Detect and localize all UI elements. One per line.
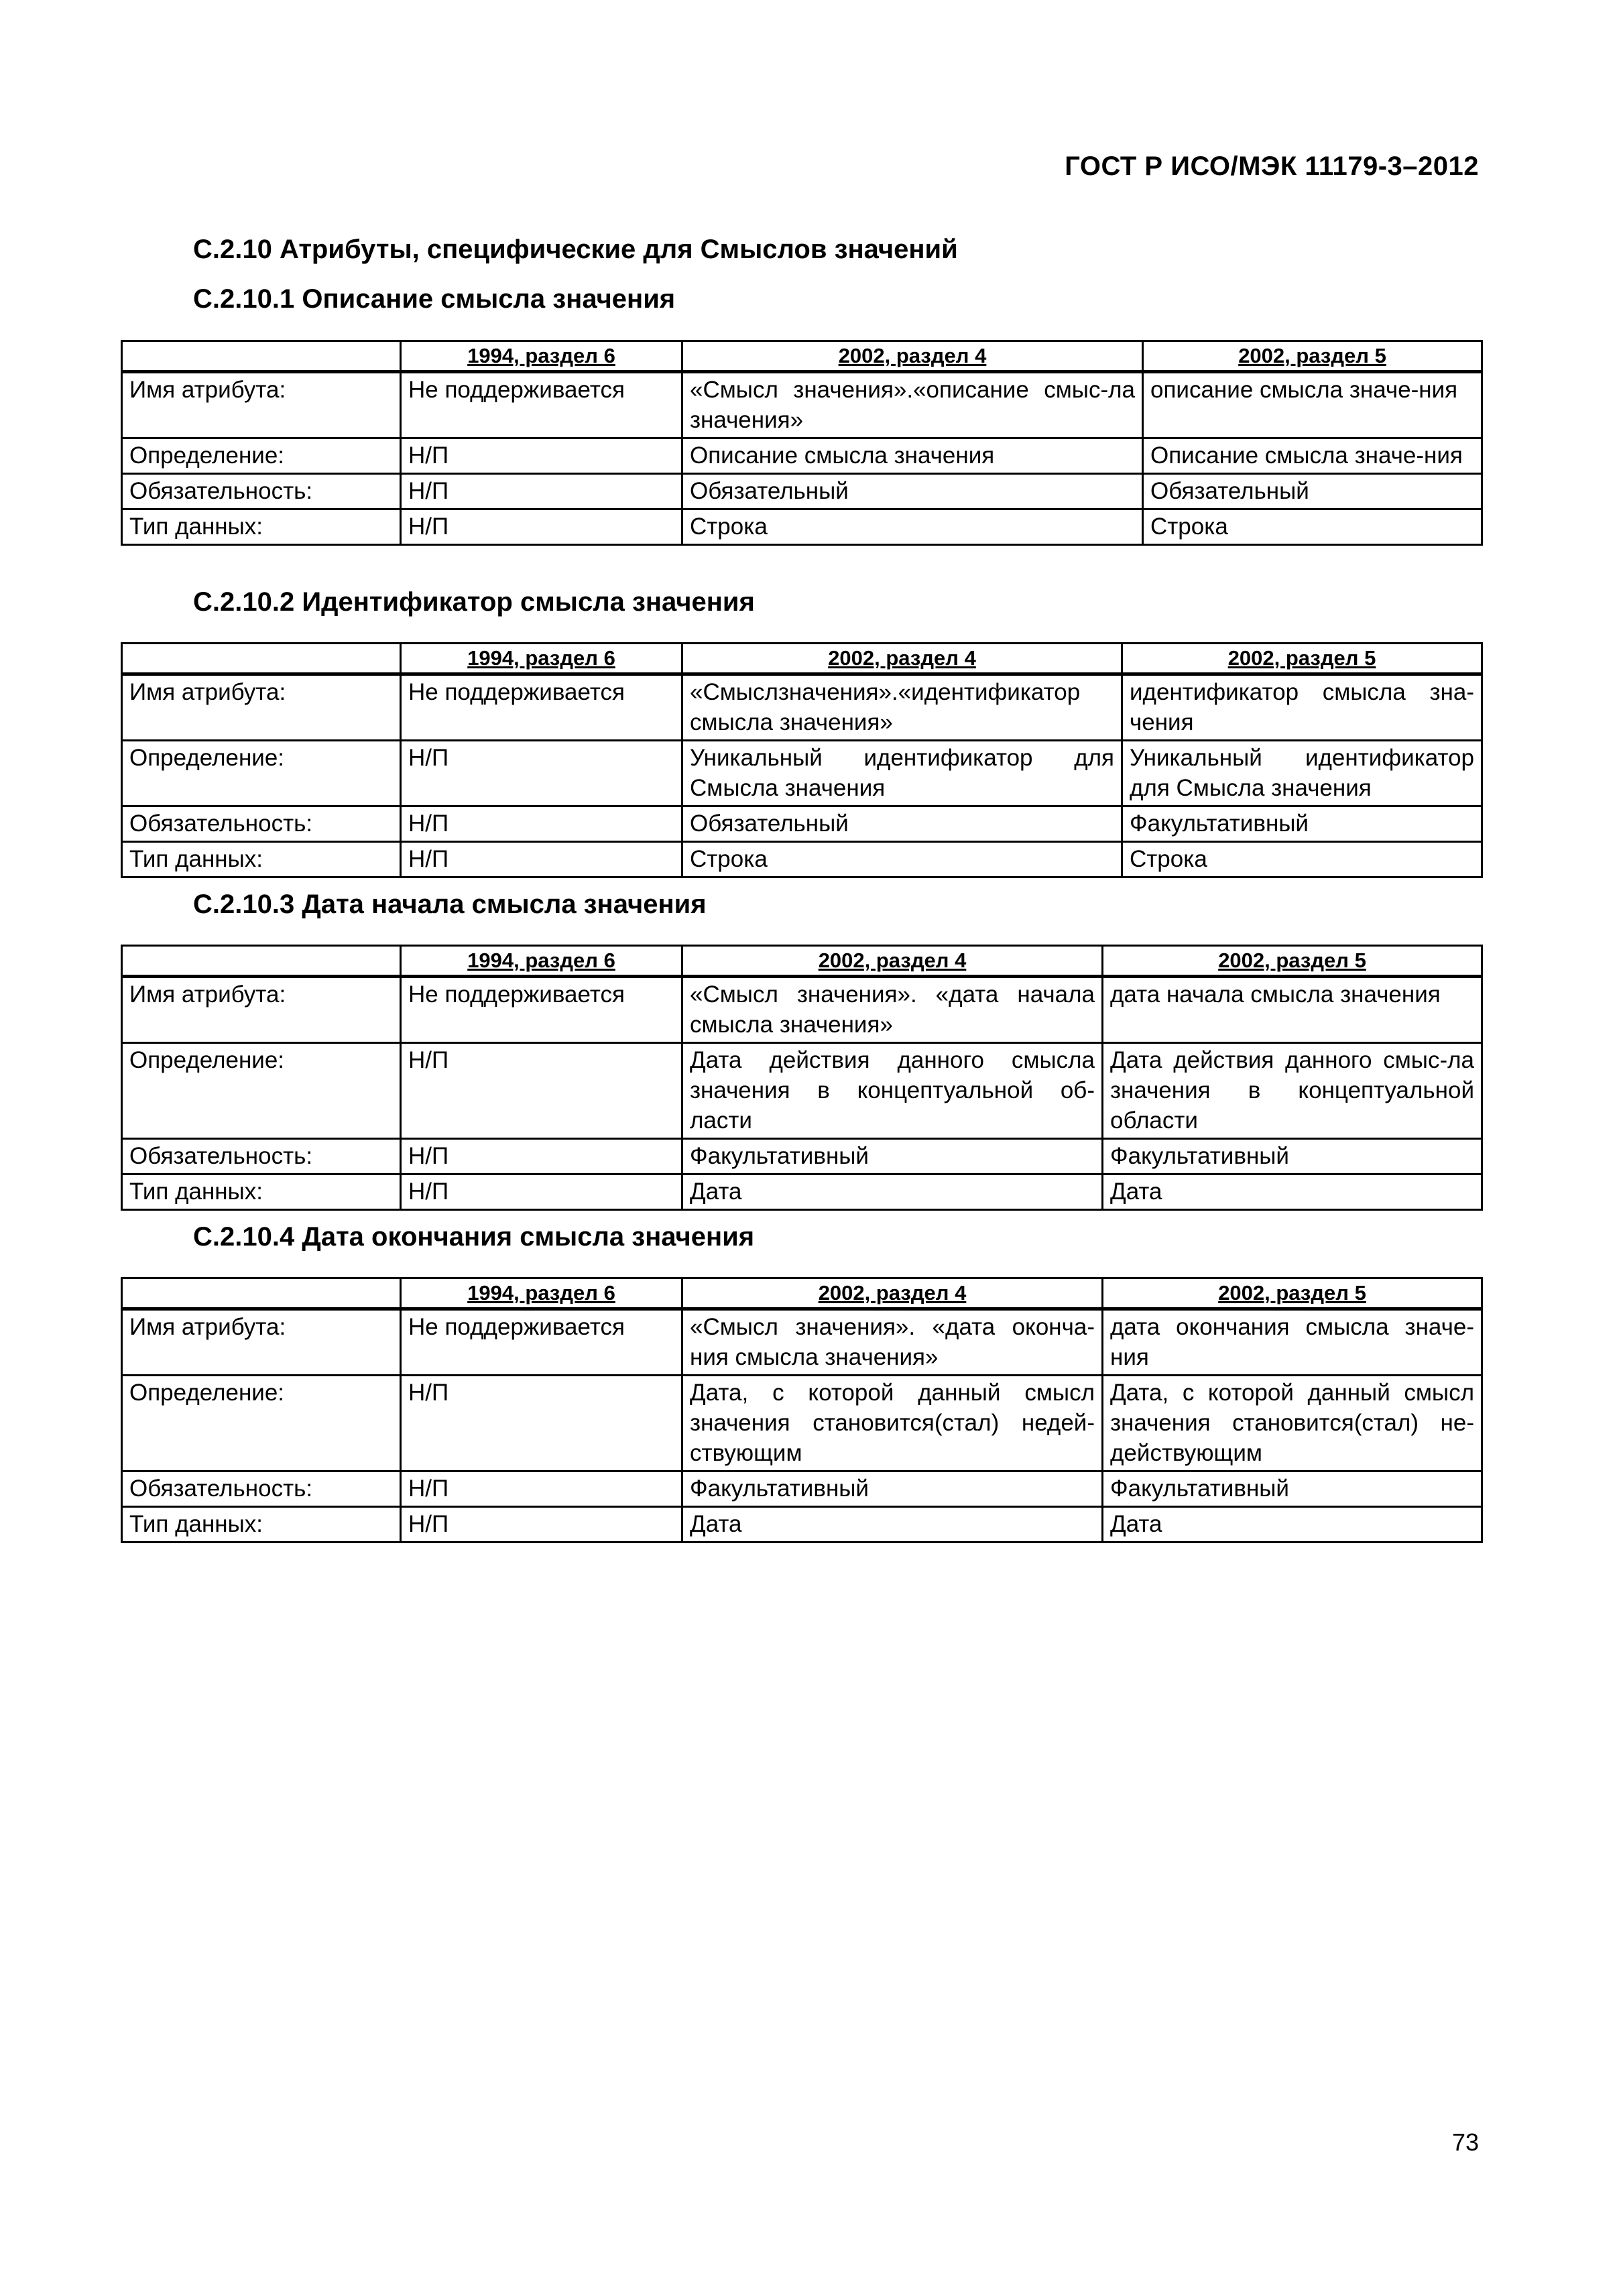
cell-1994-s6: Н/П xyxy=(401,806,682,842)
cell-2002-s5: Дата действия данного смыс-ла значения в концептуальной области xyxy=(1103,1043,1482,1139)
cell-2002-s5: описание смысла значе-ния xyxy=(1143,372,1482,438)
attribute-table-value-meaning-end-date xyxy=(121,1277,1483,1543)
column-header-2002-s4: 2002, раздел 4 xyxy=(682,1278,1103,1309)
attribute-table-value-meaning-identifier xyxy=(121,642,1483,878)
cell-2002-s5: Строка xyxy=(1122,842,1482,878)
table-row xyxy=(122,1309,1482,1376)
cell-2002-s4: Строка xyxy=(682,509,1143,545)
cell-2002-s4: Описание смысла значения xyxy=(682,438,1143,474)
table-row xyxy=(122,842,1482,878)
row-label: Определение: xyxy=(122,1376,401,1471)
table-row xyxy=(122,1471,1482,1507)
cell-2002-s5: Факультативный xyxy=(1103,1139,1482,1174)
cell-2002-s5: Строка xyxy=(1143,509,1482,545)
table-row xyxy=(122,474,1482,509)
cell-2002-s4: Факультативный xyxy=(682,1471,1103,1507)
table-row xyxy=(122,1043,1482,1139)
cell-2002-s5: Дата, с которой данный смысл значения становится(стал) не-действующим xyxy=(1103,1376,1482,1471)
cell-1994-s6: Н/П xyxy=(401,741,682,806)
row-label: Тип данных: xyxy=(122,842,401,878)
cell-2002-s4: «Смысл значения».«описание смыс-ла значения» xyxy=(682,372,1143,438)
row-label: Имя атрибута: xyxy=(122,674,401,741)
table-row xyxy=(122,1376,1482,1471)
column-header-empty xyxy=(122,644,401,674)
column-header-empty xyxy=(122,341,401,372)
section-heading-c-2-10-2: С.2.10.2 Идентификатор смысла значения xyxy=(193,587,755,617)
cell-2002-s4: Дата, с которой данный смысл значения становится(стал) недей-ствующим xyxy=(682,1376,1103,1471)
row-label: Тип данных: xyxy=(122,1507,401,1543)
table-header-row xyxy=(122,946,1482,977)
cell-2002-s5: идентификатор смысла зна-чения xyxy=(1122,674,1482,741)
cell-2002-s4: «Смысл значения». «дата начала смысла значения» xyxy=(682,977,1103,1043)
column-header-2002-s5: 2002, раздел 5 xyxy=(1103,1278,1482,1309)
row-label: Обязательность: xyxy=(122,1139,401,1174)
cell-1994-s6: Н/П xyxy=(401,1174,682,1210)
column-header-2002-s5: 2002, раздел 5 xyxy=(1143,341,1482,372)
section-heading-c-2-10-4: С.2.10.4 Дата окончания смысла значения xyxy=(193,1222,755,1252)
section-heading-c-2-10-1: С.2.10.1 Описание смысла значения xyxy=(193,284,676,314)
row-label: Имя атрибута: xyxy=(122,372,401,438)
cell-2002-s4: Дата xyxy=(682,1174,1103,1210)
row-label: Определение: xyxy=(122,741,401,806)
cell-1994-s6: Не поддерживается xyxy=(401,1309,682,1376)
column-header-2002-s4: 2002, раздел 4 xyxy=(682,644,1122,674)
cell-2002-s5: дата начала смысла значения xyxy=(1103,977,1482,1043)
cell-1994-s6: Н/П xyxy=(401,1139,682,1174)
row-label: Имя атрибута: xyxy=(122,1309,401,1376)
column-header-empty xyxy=(122,946,401,977)
attribute-table-value-meaning-description xyxy=(121,340,1483,546)
document-code: ГОСТ Р ИСО/МЭК 11179-3–2012 xyxy=(1065,152,1479,181)
cell-2002-s5: Описание смысла значе-ния xyxy=(1143,438,1482,474)
table-header-row xyxy=(122,644,1482,674)
cell-1994-s6: Н/П xyxy=(401,1507,682,1543)
cell-1994-s6: Не поддерживается xyxy=(401,674,682,741)
cell-1994-s6: Н/П xyxy=(401,1376,682,1471)
cell-2002-s5: Дата xyxy=(1103,1174,1482,1210)
column-header-1994-s6: 1994, раздел 6 xyxy=(401,341,682,372)
cell-1994-s6: Н/П xyxy=(401,1043,682,1139)
column-header-2002-s4: 2002, раздел 4 xyxy=(682,341,1143,372)
row-label: Имя атрибута: xyxy=(122,977,401,1043)
cell-1994-s6: Не поддерживается xyxy=(401,372,682,438)
cell-2002-s4: «Смысл значения». «дата оконча-ния смысла значения» xyxy=(682,1309,1103,1376)
cell-1994-s6: Н/П xyxy=(401,1471,682,1507)
table-row xyxy=(122,438,1482,474)
cell-2002-s4: Обязательный xyxy=(682,806,1122,842)
column-header-2002-s4: 2002, раздел 4 xyxy=(682,946,1103,977)
row-label: Обязательность: xyxy=(122,1471,401,1507)
page-number: 73 xyxy=(1451,2128,1479,2156)
cell-1994-s6: Н/П xyxy=(401,438,682,474)
cell-1994-s6: Н/П xyxy=(401,474,682,509)
cell-2002-s5: Уникальный идентификатор для Смысла значения xyxy=(1122,741,1482,806)
cell-2002-s5: дата окончания смысла значе-ния xyxy=(1103,1309,1482,1376)
attribute-table-value-meaning-begin-date xyxy=(121,945,1483,1211)
section-heading-c-2-10: С.2.10 Атрибуты, специфические для Смыслов значений xyxy=(193,235,958,264)
table-row xyxy=(122,1507,1482,1543)
cell-2002-s5: Факультативный xyxy=(1103,1471,1482,1507)
row-label: Определение: xyxy=(122,1043,401,1139)
table-row xyxy=(122,372,1482,438)
table-header-row xyxy=(122,341,1482,372)
table-row xyxy=(122,1139,1482,1174)
cell-2002-s4: «Смыслзначения».«идентификатор смысла значения» xyxy=(682,674,1122,741)
cell-1994-s6: Н/П xyxy=(401,509,682,545)
table-row xyxy=(122,741,1482,806)
cell-1994-s6: Н/П xyxy=(401,842,682,878)
table-row xyxy=(122,509,1482,545)
cell-2002-s4: Факультативный xyxy=(682,1139,1103,1174)
row-label: Тип данных: xyxy=(122,1174,401,1210)
column-header-2002-s5: 2002, раздел 5 xyxy=(1103,946,1482,977)
cell-2002-s5: Дата xyxy=(1103,1507,1482,1543)
cell-2002-s4: Уникальный идентификатор для Смысла значения xyxy=(682,741,1122,806)
column-header-1994-s6: 1994, раздел 6 xyxy=(401,1278,682,1309)
table-header-row xyxy=(122,1278,1482,1309)
cell-2002-s5: Обязательный xyxy=(1143,474,1482,509)
table-row xyxy=(122,674,1482,741)
table-row xyxy=(122,806,1482,842)
cell-2002-s4: Обязательный xyxy=(682,474,1143,509)
cell-1994-s6: Не поддерживается xyxy=(401,977,682,1043)
cell-2002-s5: Факультативный xyxy=(1122,806,1482,842)
row-label: Тип данных: xyxy=(122,509,401,545)
cell-2002-s4: Строка xyxy=(682,842,1122,878)
column-header-1994-s6: 1994, раздел 6 xyxy=(401,946,682,977)
column-header-empty xyxy=(122,1278,401,1309)
table-row xyxy=(122,1174,1482,1210)
section-heading-c-2-10-3: С.2.10.3 Дата начала смысла значения xyxy=(193,890,707,919)
column-header-2002-s5: 2002, раздел 5 xyxy=(1122,644,1482,674)
row-label: Обязательность: xyxy=(122,806,401,842)
column-header-1994-s6: 1994, раздел 6 xyxy=(401,644,682,674)
table-row xyxy=(122,977,1482,1043)
cell-2002-s4: Дата действия данного смысла значения в концептуальной об-ласти xyxy=(682,1043,1103,1139)
row-label: Обязательность: xyxy=(122,474,401,509)
row-label: Определение: xyxy=(122,438,401,474)
cell-2002-s4: Дата xyxy=(682,1507,1103,1543)
